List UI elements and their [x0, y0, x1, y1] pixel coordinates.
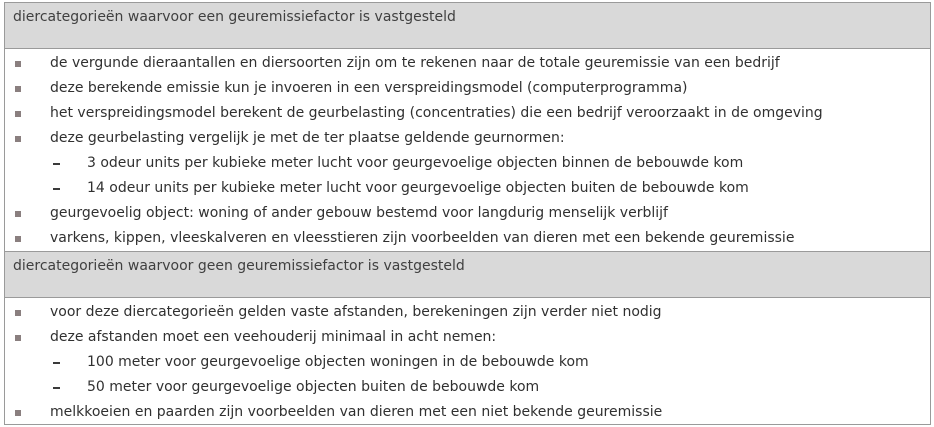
sub-list-item: [5, 176, 930, 201]
list-item-text: de vergunde dieraantallen en diersoorten zijn om te rekenen naar de totale geuremissie van een bedrijf: [50, 55, 780, 71]
list-item-text: 50 meter voor geurgevoelige objecten buiten de bebouwde kom: [87, 379, 540, 395]
sub-list-item: [5, 350, 930, 375]
section-title: diercategorieën waarvoor een geuremissiefactor is vastgesteld: [13, 9, 456, 25]
list-item: [5, 101, 930, 126]
square-bullet-icon: [15, 61, 21, 67]
square-bullet-icon: [15, 236, 21, 242]
sub-list-item: [5, 375, 930, 400]
list-item: [5, 226, 930, 251]
square-bullet-icon: [15, 310, 21, 316]
section-list-without-factor: [5, 298, 930, 424]
list-item-text: 100 meter voor geurgevoelige objecten woningen in de bebouwde kom: [87, 354, 589, 370]
section-list-with-factor: [5, 49, 930, 252]
list-item-text: deze afstanden moet een veehouderij minimaal in acht nemen:: [50, 329, 497, 345]
square-bullet-icon: [15, 410, 21, 416]
list-item: [5, 400, 930, 425]
info-table: [4, 2, 931, 425]
square-bullet-icon: [15, 211, 21, 217]
list-item: [5, 76, 930, 101]
square-bullet-icon: [15, 86, 21, 92]
dash-icon: [53, 188, 60, 190]
list-item-text: geurgevoelig object: woning of ander gebouw bestemd voor langdurig menselijk verblijf: [50, 205, 668, 221]
list-item: [5, 325, 930, 350]
section-header-with-factor: [5, 3, 930, 49]
list-item-text: deze geurbelasting vergelijk je met de ter plaatse geldende geurnormen:: [50, 130, 565, 146]
dash-icon: [53, 362, 60, 364]
list-item-text: varkens, kippen, vleeskalveren en vleesstieren zijn voorbeelden van dieren met een bekende geuremissie: [50, 230, 795, 246]
list-item-text: 14 odeur units per kubieke meter lucht voor geurgevoelige objecten buiten de bebouwde kom: [87, 180, 749, 196]
list-item-text: melkkoeien en paarden zijn voorbeelden van dieren met een niet bekende geuremissie: [50, 404, 663, 420]
list-item: [5, 51, 930, 76]
list-item-text: deze berekende emissie kun je invoeren in een verspreidingsmodel (computerprogramma): [50, 80, 688, 96]
list-item-text: 3 odeur units per kubieke meter lucht voor geurgevoelige objecten binnen de bebouwde kom: [87, 155, 744, 171]
section-title: diercategorieën waarvoor geen geuremissiefactor is vastgesteld: [13, 258, 465, 274]
dash-icon: [53, 387, 60, 389]
square-bullet-icon: [15, 111, 21, 117]
dash-icon: [53, 163, 60, 165]
list-item: [5, 201, 930, 226]
list-item-text: het verspreidingsmodel berekent de geurbelasting (concentraties) die een bedrijf veroorzaakt in de omgeving: [50, 105, 823, 121]
list-item: [5, 300, 930, 325]
square-bullet-icon: [15, 335, 21, 341]
list-item-text: voor deze diercategorieën gelden vaste afstanden, berekeningen zijn verder niet nodig: [50, 304, 662, 320]
list-item: [5, 126, 930, 151]
section-header-without-factor: [5, 252, 930, 298]
square-bullet-icon: [15, 136, 21, 142]
sub-list-item: [5, 151, 930, 176]
